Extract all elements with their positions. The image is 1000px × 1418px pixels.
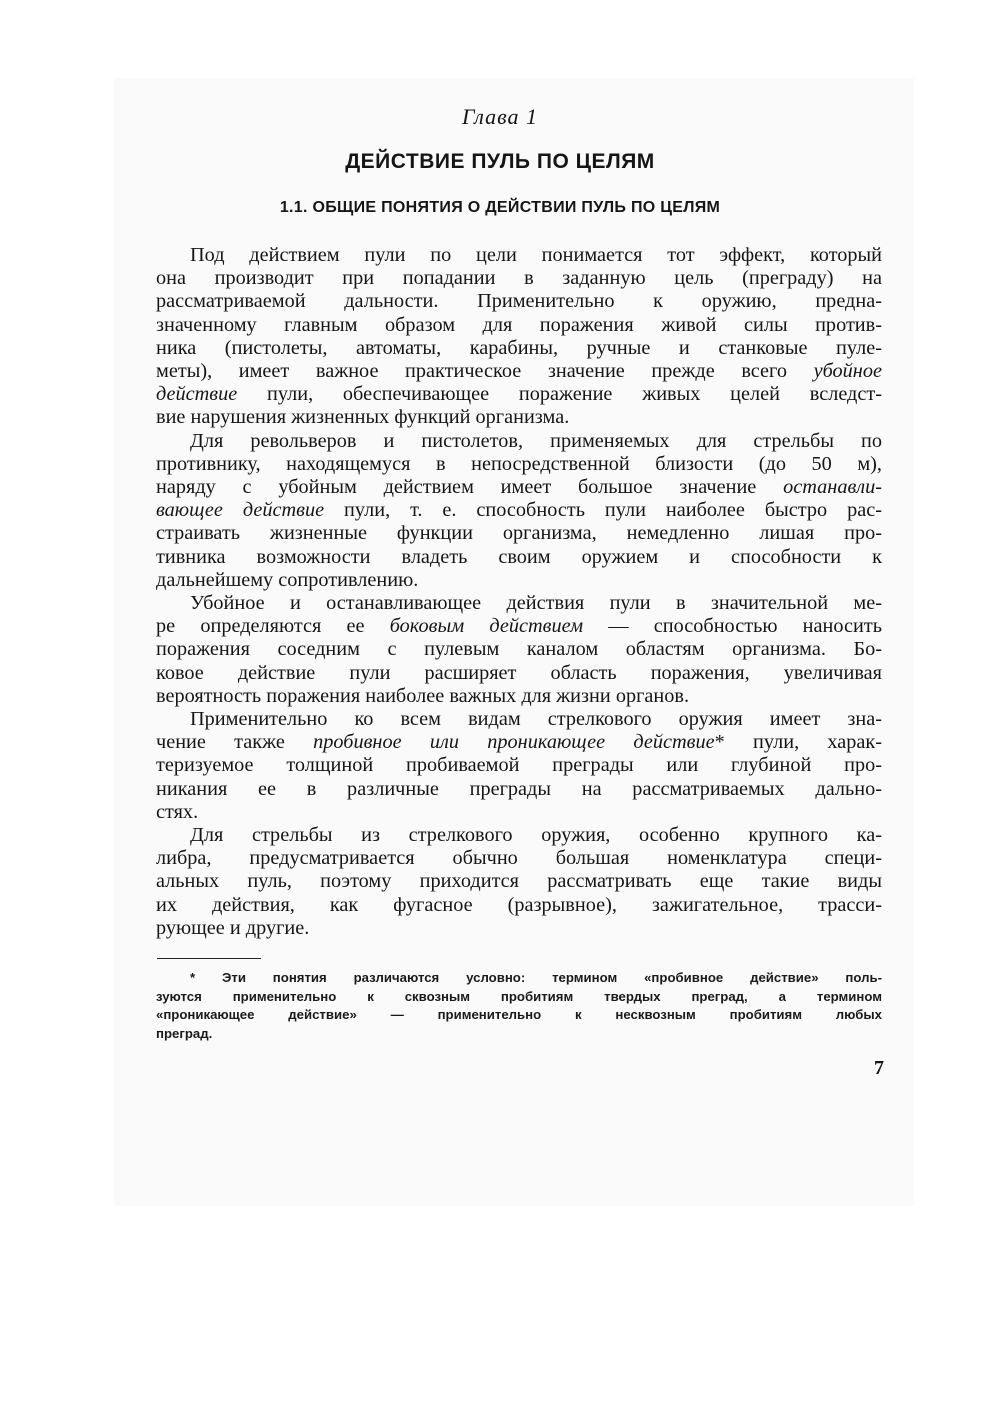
text-line: значенному главным образом для поражения живой силы против- — [156, 313, 882, 336]
text-run: меты), имеет важное практическое значение прежде всего — [156, 360, 814, 383]
paragraph-5 — [156, 824, 882, 940]
text-line: Применительно ко всем видам стрелкового оружия имеет зна- — [190, 708, 882, 731]
text-line: Для стрельбы из стрелкового оружия, особенно крупного ка- — [190, 824, 882, 847]
text-line: вероятность поражения наиболее важных для жизни органов. — [156, 684, 690, 707]
text-run: — способностью наносить — [583, 615, 882, 638]
text-line — [156, 360, 882, 383]
emphasis-term: вающее действие — [156, 499, 325, 522]
text-line: она производит при попадании в заданную цель (преграду) на — [156, 267, 882, 290]
paragraph-2 — [156, 430, 882, 592]
text-line: вие нарушения жизненных функций организма. — [156, 406, 570, 429]
emphasis-term: действие — [156, 383, 238, 406]
paragraph-4 — [156, 708, 882, 824]
text-run: * пули, харак- — [714, 731, 882, 754]
page-number: 7 — [874, 1057, 884, 1079]
footnote-line: преград. — [156, 1025, 213, 1041]
text-line: либра, предусматривается обычно большая номенклатура специ- — [156, 847, 882, 870]
footnote-line: * Эти понятия различаются условно: термином «пробивное действие» поль- — [190, 970, 882, 985]
text-line: страивать жизненные функции организма, немедленно лишая про- — [156, 522, 882, 545]
text-line — [156, 615, 882, 638]
text-run: пули, т. е. способность пули наиболее быстро рас- — [324, 499, 882, 522]
text-run: наряду с убойным действием имеет большое значение — [156, 476, 784, 499]
footnote-line: зуются применительно к сквозным пробитиям твердых преград, а термином — [156, 988, 882, 1004]
text-line: Для револьверов и пистолетов, применяемых для стрельбы по — [190, 429, 882, 452]
body-text — [156, 244, 882, 940]
text-line: их действия, как фугасное (разрывное), зажигательное, трасси- — [156, 893, 882, 916]
text-line: поражения соседним с пулевым каналом областям организма. Бо- — [156, 638, 882, 661]
text-line — [156, 499, 882, 522]
text-run: пули, обеспечивающее поражение живых целей вследст- — [237, 383, 882, 406]
chapter-title: ДЕЙСТВИЕ ПУЛЬ ПО ЦЕЛЯМ — [345, 150, 655, 173]
text-line: противнику, находящемуся в непосредственной близости (до 50 м), — [156, 452, 882, 475]
text-line: дальнейшему сопротивлению. — [156, 568, 419, 591]
text-line: стях. — [156, 800, 199, 823]
text-line: никания ее в различные преграды на рассматриваемых дально- — [156, 777, 882, 800]
text-line: теризуемое толщиной пробиваемой преграды или глубиной про- — [156, 754, 882, 777]
text-line: ника (пистолеты, автоматы, карабины, ручные и станковые пуле- — [156, 336, 882, 359]
emphasis-term: останавли- — [783, 476, 882, 499]
paragraph-3 — [156, 592, 882, 708]
text-line: Под действием пули по цели понимается тот эффект, который — [190, 244, 882, 266]
text-line — [156, 476, 882, 499]
text-line: ковое действие пули расширяет область поражения, увеличивая — [156, 661, 882, 684]
emphasis-term: убойное — [813, 360, 882, 383]
emphasis-term: боковым действием — [389, 615, 584, 638]
text-line: рующее и другие. — [156, 916, 310, 939]
footnote — [156, 969, 882, 1043]
chapter-heading: Глава 1 — [461, 104, 539, 129]
footnote-divider — [157, 958, 261, 959]
paragraph-1 — [156, 244, 882, 430]
section-heading: 1.1. ОБЩИЕ ПОНЯТИЯ О ДЕЙСТВИИ ПУЛЬ ПО ЦЕЛЯМ — [279, 199, 721, 216]
text-line: тивника возможности владеть своим оружием и способности к — [156, 545, 882, 568]
text-line: Убойное и останавливающее действия пули в значительной ме- — [190, 592, 882, 615]
text-line — [156, 731, 882, 754]
emphasis-term: пробивное или проникающее действие — [313, 731, 715, 754]
text-line — [156, 383, 882, 406]
footnote-line: «проникающее действие» — применительно к несквозным пробитиям любых — [156, 1007, 882, 1022]
text-run: чение также — [156, 731, 314, 754]
text-line: альных пуль, поэтому приходится рассматривать еще такие виды — [156, 870, 882, 893]
text-line: рассматриваемой дальности. Применительно к оружию, предна- — [156, 290, 882, 313]
text-run: ре определяются ее — [156, 615, 390, 638]
